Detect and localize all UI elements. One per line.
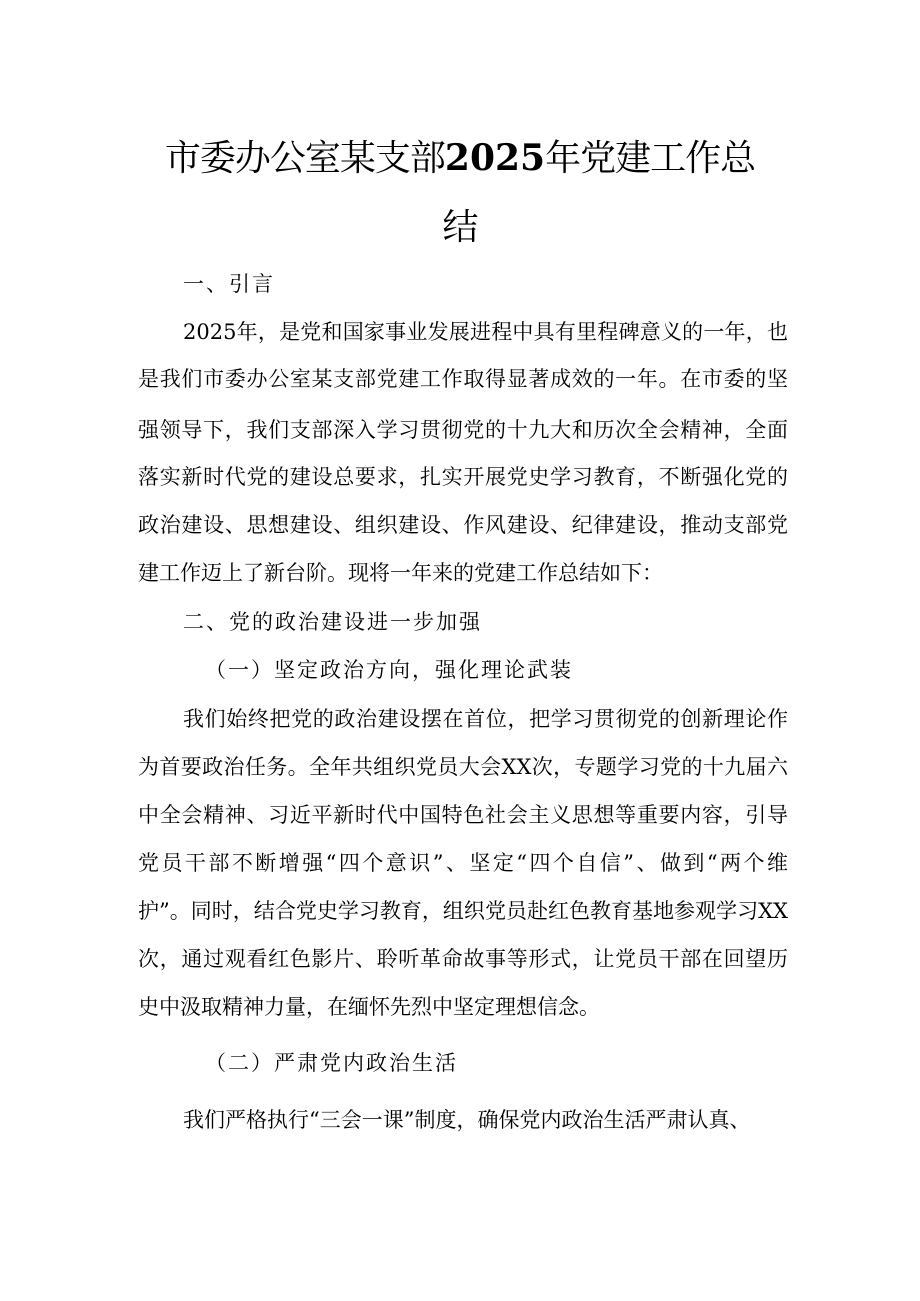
- paragraph-2-line-6: 次，通过观看红色影片、聆听革命故事等形式，让党员干部在回望历: [138, 947, 788, 971]
- paragraph-3-line-1: 我们严格执行“三会一课”制度，确保党内政治生活严肃认真、: [183, 1108, 751, 1132]
- paragraph-1-line-5: 政治建设、思想建设、组织建设、作风建设、纪律建设，推动支部党: [138, 513, 788, 537]
- title-text-b: 年党建工作总: [545, 138, 756, 179]
- section-heading-introduction: 一、引言: [183, 272, 275, 296]
- title-text-a: 市委办公室某支部: [164, 138, 445, 179]
- paragraph-1-line-6: 建工作迈上了新台阶。现将一年来的党建工作总结如下：: [138, 561, 663, 585]
- paragraph-2-line-3: 中全会精神、习近平新时代中国特色社会主义思想等重要内容，引导: [138, 803, 788, 827]
- paragraph-1-line-3: 强领导下，我们支部深入学习贯彻党的十九大和历次全会精神，全面: [138, 418, 788, 442]
- document-title-line-1: [0, 137, 920, 179]
- subheading-party-political-life: （二）严肃党内政治生活: [205, 1051, 458, 1075]
- paragraph-1-line-1: 2025年，是党和国家事业发展进程中具有里程碑意义的一年，也: [183, 320, 788, 344]
- title-year: 2025: [444, 137, 546, 179]
- paragraph-2-line-5: 护”。同时，结合党史学习教育，组织党员赴红色教育基地参观学习XX: [138, 899, 788, 923]
- paragraph-2-line-7: 史中汲取精神力量，在缅怀先烈中坚定理想信念。: [138, 995, 600, 1019]
- subheading-political-direction: （一）坚定政治方向，强化理论武装: [205, 658, 573, 682]
- section-heading-political-building: 二、党的政治建设进一步加强: [183, 610, 482, 634]
- paragraph-2-line-2: 为首要政治任务。全年共组织党员大会XX次，专题学习党的十九届六: [138, 755, 788, 779]
- paragraph-2-line-4: 党员干部不断增强“四个意识”、坚定“四个自信”、做到“两个维: [138, 851, 788, 875]
- paragraph-2-line-1: 我们始终把党的政治建设摆在首位，把学习贯彻党的创新理论作: [183, 707, 788, 731]
- document-title-line-2: 结: [442, 207, 478, 248]
- paragraph-1-line-4: 落实新时代党的建设总要求，扎实开展党史学习教育，不断强化党的: [138, 465, 788, 489]
- paragraph-1-line-2: 是我们市委办公室某支部党建工作取得显著成效的一年。在市委的坚: [138, 367, 788, 391]
